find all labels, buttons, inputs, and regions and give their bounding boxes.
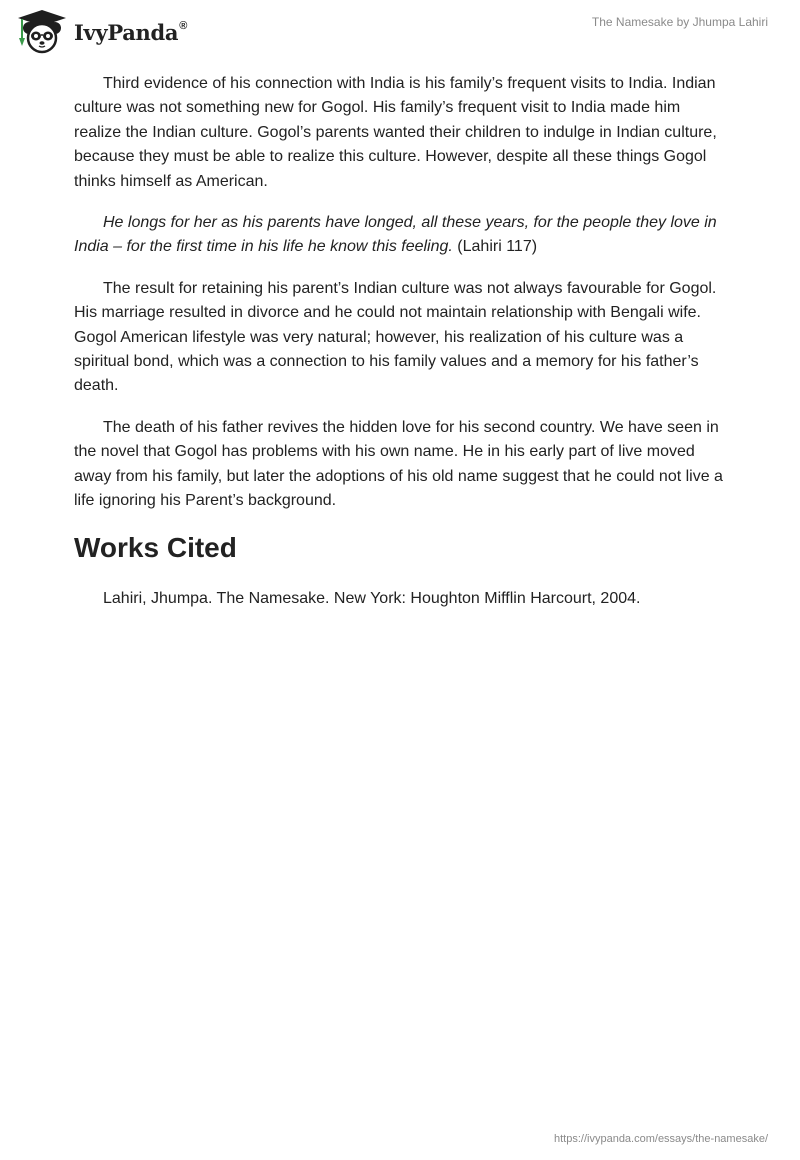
block-quote	[74, 211, 724, 260]
brand-logo[interactable]	[16, 8, 187, 56]
paragraph: Third evidence of his connection with India is his family’s frequent visits to India. Indian culture was not something new for Gogol. His family’s frequent visit to India made him realize the Indian culture. Gogol’s parents wanted their children to indulge in Indian culture, because they must be able to realize this culture. However, despite all these things Gogol thinks himself as American.	[74, 75, 717, 190]
brand-name: IvyPanda®	[74, 19, 188, 45]
page-header	[0, 0, 800, 60]
quote-citation: (Lahiri 117)	[452, 238, 538, 256]
citation-entry: Lahiri, Jhumpa. The Namesake. New York: Houghton Mifflin Harcourt, 2004.	[103, 589, 641, 607]
quote-text: He longs for her as his parents have longed, all these years, for the people they love in India – for the first time in his life he know this feeling.	[74, 214, 717, 256]
source-url[interactable]: https://ivypanda.com/essays/the-namesake/	[554, 1133, 768, 1145]
panda-mascot-icon	[16, 8, 68, 56]
paragraph: The death of his father revives the hidden love for his second country. We have seen in the novel that Gogol has problems with his own name. He in his early part of live moved away from his family, but later the adoptions of his old name suggest that he could not live a life ignoring his Parent’s background.	[74, 418, 723, 510]
paragraph: The result for retaining his parent’s Indian culture was not always favourable for Gogol. His marriage resulted in divorce and he could not maintain relationship with Bengali wife. Gogol American lifestyle was very natural; however, his realization of his culture was a spiritual bond, which was a connection to his family values and a memory for his father’s death.	[74, 279, 717, 395]
works-cited-heading: Works Cited	[74, 531, 237, 563]
essay-body	[74, 72, 724, 611]
document-title: The Namesake by Jhumpa Lahiri	[591, 15, 768, 29]
